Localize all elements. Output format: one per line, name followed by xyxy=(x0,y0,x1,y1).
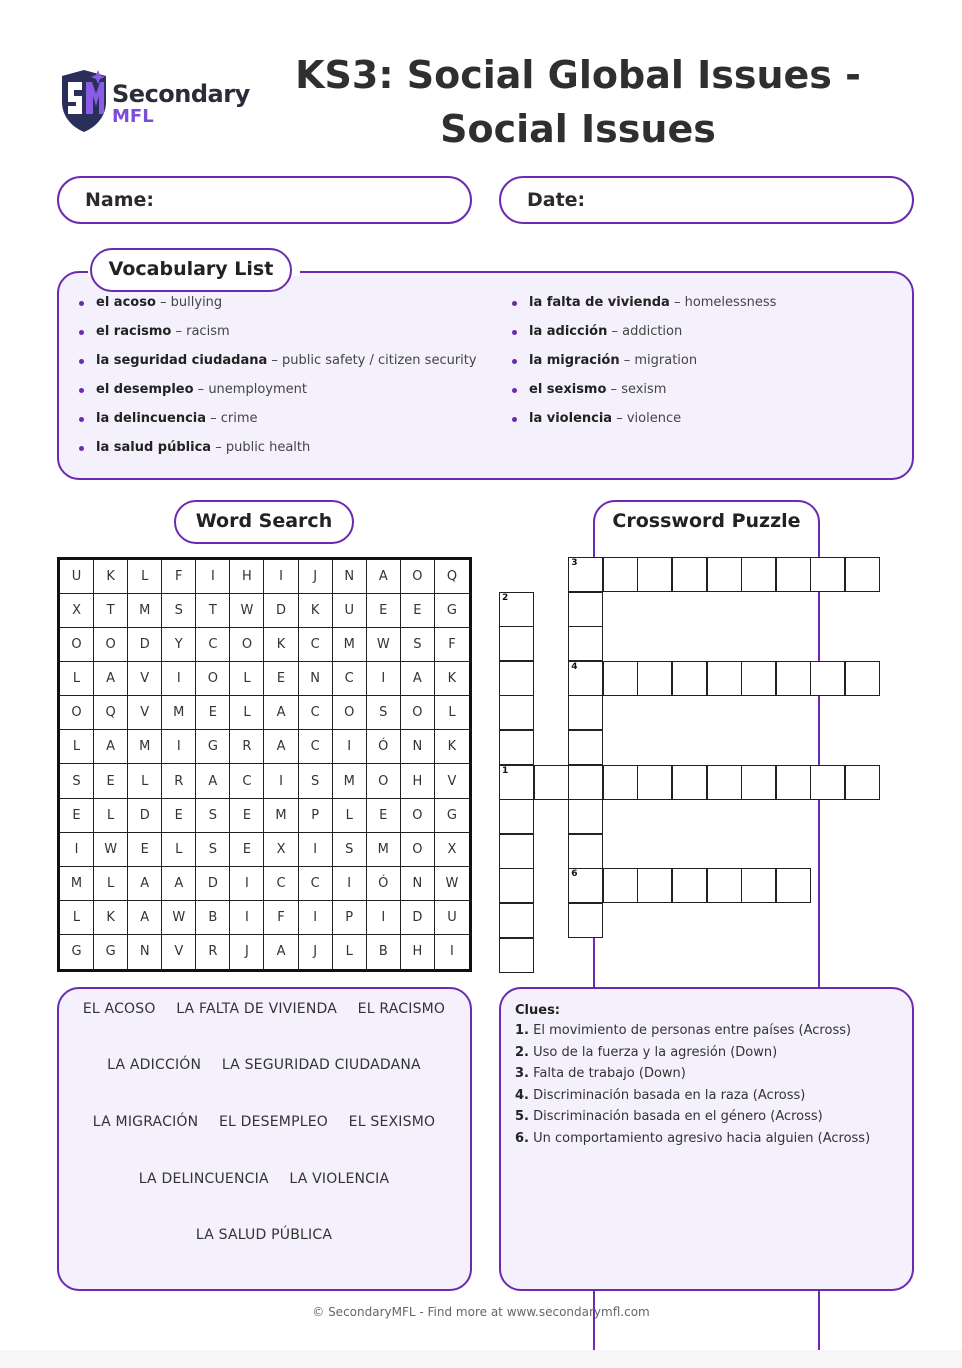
grid-cell[interactable]: R xyxy=(230,730,264,764)
grid-cell[interactable]: A xyxy=(94,730,128,764)
grid-cell[interactable]: P xyxy=(333,901,367,935)
grid-cell[interactable]: I xyxy=(60,833,94,867)
crossword-cell[interactable] xyxy=(810,557,845,592)
crossword-cell[interactable] xyxy=(707,765,742,800)
crossword-cell[interactable] xyxy=(499,938,534,973)
grid-cell[interactable]: X xyxy=(264,833,298,867)
crossword-cell[interactable] xyxy=(568,592,603,627)
name-field[interactable]: Name: xyxy=(57,176,472,224)
grid-cell[interactable]: L xyxy=(435,696,469,730)
clue-number: 4 xyxy=(571,661,578,672)
grid-cell[interactable]: M xyxy=(60,867,94,901)
grid-cell[interactable]: E xyxy=(401,594,435,628)
grid-cell[interactable]: N xyxy=(333,560,367,594)
crossword-cell[interactable] xyxy=(672,868,707,903)
crossword-cell[interactable] xyxy=(845,661,880,696)
grid-cell[interactable]: A xyxy=(264,730,298,764)
grid-cell[interactable]: I xyxy=(367,901,401,935)
grid-cell[interactable]: H xyxy=(401,764,435,798)
grid-cell[interactable]: D xyxy=(401,901,435,935)
grid-cell[interactable]: I xyxy=(299,901,333,935)
grid-cell[interactable]: N xyxy=(401,730,435,764)
grid-cell[interactable]: V xyxy=(128,662,162,696)
grid-cell[interactable]: S xyxy=(401,628,435,662)
word-item: LA ADICCIÓN xyxy=(107,1057,202,1073)
grid-cell[interactable]: L xyxy=(60,662,94,696)
word-search-grid xyxy=(57,557,472,972)
crossword-cell[interactable] xyxy=(499,661,534,696)
grid-cell[interactable]: X xyxy=(435,833,469,867)
grid-cell[interactable]: D xyxy=(196,867,230,901)
clue: 4. Discriminación basada en la raza (Across) xyxy=(515,1087,806,1103)
grid-cell[interactable]: N xyxy=(128,935,162,969)
grid-cell[interactable]: Ó xyxy=(367,867,401,901)
word-item: LA SALUD PÚBLICA xyxy=(195,1227,333,1243)
clue-number: 6 xyxy=(571,869,578,880)
vocab-list-left xyxy=(78,292,477,466)
word-item: EL SEXISMO xyxy=(348,1114,436,1130)
grid-cell[interactable]: I xyxy=(264,764,298,798)
grid-cell[interactable]: I xyxy=(450,944,454,960)
grid-cell[interactable]: I xyxy=(196,560,230,594)
crossword-cell[interactable] xyxy=(741,868,776,903)
grid-cell[interactable]: I xyxy=(162,730,196,764)
word-item: LA MIGRACIÓN xyxy=(92,1114,199,1130)
grid-cell[interactable]: O xyxy=(230,628,264,662)
crossword-cell[interactable] xyxy=(672,661,707,696)
grid-cell[interactable]: A xyxy=(128,867,162,901)
crossword-cell[interactable] xyxy=(499,592,534,627)
grid-cell[interactable]: C xyxy=(264,867,298,901)
grid-cell[interactable]: Y xyxy=(162,628,196,662)
grid-cell[interactable]: U xyxy=(333,594,367,628)
grid-cell[interactable]: O xyxy=(333,696,367,730)
crossword-cell[interactable] xyxy=(568,903,603,938)
grid-cell[interactable]: S xyxy=(162,594,196,628)
grid-cell[interactable]: K xyxy=(94,901,128,935)
grid-cell[interactable]: U xyxy=(435,901,469,935)
grid-cell[interactable]: S xyxy=(333,833,367,867)
footer: © SecondaryMFL - Find more at www.secondarymfl.com xyxy=(312,1305,650,1319)
grid-cell[interactable]: M xyxy=(128,730,162,764)
grid-cell[interactable]: I xyxy=(367,662,401,696)
grid-cell[interactable]: W xyxy=(94,833,128,867)
date-field[interactable]: Date: xyxy=(499,176,914,224)
vocab-item: la falta de vivienda – homelessness xyxy=(511,292,776,321)
crossword-cell[interactable] xyxy=(845,765,880,800)
vocab-list-right xyxy=(511,292,776,437)
grid-cell[interactable]: J xyxy=(230,935,264,969)
crossword-cell[interactable] xyxy=(568,661,603,696)
grid-cell[interactable]: G xyxy=(435,799,469,833)
clues-title: Clues: xyxy=(515,1003,561,1018)
grid-cell[interactable]: O xyxy=(94,628,128,662)
crossword-cell[interactable] xyxy=(568,765,603,800)
grid-cell[interactable]: U xyxy=(60,560,94,594)
vocab-item: la seguridad ciudadana – public safety / citizen security xyxy=(78,350,477,379)
grid-cell[interactable]: L xyxy=(230,662,264,696)
crossword-cell[interactable] xyxy=(499,799,534,834)
grid-cell[interactable]: K xyxy=(299,594,333,628)
grid-cell[interactable]: L xyxy=(230,696,264,730)
grid-cell[interactable]: G xyxy=(435,594,469,628)
crossword-cell[interactable] xyxy=(499,695,534,730)
crossword-cell[interactable] xyxy=(568,730,603,765)
grid-cell[interactable]: A xyxy=(128,901,162,935)
grid-cell[interactable]: S xyxy=(60,764,94,798)
word-row xyxy=(59,1227,469,1243)
grid-cell[interactable]: L xyxy=(333,935,367,969)
grid-cell[interactable]: E xyxy=(94,764,128,798)
crossword-cell[interactable] xyxy=(707,868,742,903)
crossword-cell[interactable] xyxy=(672,765,707,800)
grid-cell[interactable]: K xyxy=(435,662,469,696)
crossword-cell[interactable] xyxy=(603,868,638,903)
grid-cell[interactable]: M xyxy=(367,833,401,867)
crossword-cell[interactable] xyxy=(637,765,672,800)
grid-cell[interactable]: Q xyxy=(94,696,128,730)
crossword-cell[interactable] xyxy=(707,661,742,696)
grid-cell[interactable]: X xyxy=(60,594,94,628)
clue: 6. Un comportamiento agresivo hacia alguien (Across) xyxy=(515,1130,871,1146)
grid-cell[interactable]: M xyxy=(264,799,298,833)
grid-cell[interactable]: R xyxy=(196,935,230,969)
grid-cell[interactable]: I xyxy=(162,662,196,696)
grid-cell[interactable]: O xyxy=(367,764,401,798)
grid-cell[interactable]: O xyxy=(60,628,94,662)
logo-line-1: Secondary xyxy=(112,80,250,108)
word-row xyxy=(59,1057,469,1073)
crossword-cell[interactable] xyxy=(568,626,603,661)
logo-line-2: MFL xyxy=(112,106,154,127)
grid-cell[interactable]: L xyxy=(128,560,162,594)
grid-cell[interactable]: S xyxy=(196,799,230,833)
crossword-cell[interactable] xyxy=(568,557,603,592)
grid-cell[interactable]: I xyxy=(299,833,333,867)
vocab-item: la salud pública – public health xyxy=(78,437,477,466)
grid-cell[interactable]: I xyxy=(264,560,298,594)
grid-cell[interactable]: S xyxy=(196,833,230,867)
grid-cell[interactable]: E xyxy=(196,696,230,730)
grid-cell[interactable]: Ó xyxy=(367,730,401,764)
vocab-item: la migración – migration xyxy=(511,350,776,379)
crossword-cell[interactable] xyxy=(707,557,742,592)
crossword-cell[interactable] xyxy=(776,557,811,592)
grid-cell[interactable]: O xyxy=(401,560,435,594)
grid-cell[interactable]: G xyxy=(60,935,94,969)
crossword-cell[interactable] xyxy=(776,868,811,903)
grid-cell[interactable]: C xyxy=(333,662,367,696)
grid-cell[interactable]: C xyxy=(299,730,333,764)
grid-cell[interactable]: S xyxy=(299,764,333,798)
grid-cell[interactable]: A xyxy=(367,560,401,594)
word-list-panel xyxy=(57,987,472,1291)
vocab-item: el sexismo – sexism xyxy=(511,379,776,408)
grid-cell[interactable]: M xyxy=(333,764,367,798)
crossword-cell[interactable] xyxy=(499,730,534,765)
word-item: LA DELINCUENCIA xyxy=(138,1171,269,1187)
grid-cell[interactable]: O xyxy=(401,833,435,867)
crossword-cell[interactable] xyxy=(603,765,638,800)
grid-cell[interactable]: E xyxy=(367,799,401,833)
crossword-cell[interactable] xyxy=(499,765,534,800)
grid-cell[interactable]: C xyxy=(230,764,264,798)
grid-cell[interactable]: R xyxy=(162,764,196,798)
grid-cell[interactable]: D xyxy=(128,799,162,833)
grid-cell[interactable]: O xyxy=(60,696,94,730)
grid-cell[interactable]: C xyxy=(299,628,333,662)
vocab-item: la adicción – addiction xyxy=(511,321,776,350)
crossword-cell[interactable] xyxy=(568,799,603,834)
crossword-cell[interactable] xyxy=(741,557,776,592)
grid-cell[interactable]: G xyxy=(196,730,230,764)
grid-cell[interactable]: D xyxy=(264,594,298,628)
crossword-cell[interactable] xyxy=(810,765,845,800)
grid-cell[interactable]: D xyxy=(128,628,162,662)
crossword-cell[interactable] xyxy=(499,834,534,869)
grid-cell[interactable]: L xyxy=(60,901,94,935)
vocab-item: el racismo – racism xyxy=(78,321,477,350)
crossword-cell[interactable] xyxy=(534,765,569,800)
word-item: EL RACISMO xyxy=(357,1001,446,1017)
grid-cell[interactable]: M xyxy=(162,696,196,730)
grid-cell[interactable]: E xyxy=(60,799,94,833)
grid-cell[interactable]: L xyxy=(60,730,94,764)
word-row xyxy=(59,1114,469,1130)
grid-cell[interactable]: L xyxy=(94,867,128,901)
grid-cell[interactable]: S xyxy=(367,696,401,730)
vocabulary-heading: Vocabulary List xyxy=(90,248,292,292)
word-row xyxy=(59,1001,469,1017)
grid-cell[interactable]: L xyxy=(128,764,162,798)
word-item: EL ACOSO xyxy=(82,1001,156,1017)
crossword-cell[interactable] xyxy=(499,868,534,903)
grid-cell[interactable]: V xyxy=(435,764,469,798)
word-item: LA FALTA DE VIVIENDA xyxy=(176,1001,338,1017)
crossword-cell[interactable] xyxy=(637,868,672,903)
grid-cell[interactable]: I xyxy=(230,867,264,901)
clue: 5. Discriminación basada en el género (Across) xyxy=(515,1109,823,1124)
grid-cell[interactable]: T xyxy=(196,594,230,628)
grid-cell[interactable]: L xyxy=(333,799,367,833)
vocab-item: la violencia – violence xyxy=(511,408,776,437)
grid-cell[interactable]: P xyxy=(299,799,333,833)
grid-cell[interactable]: O xyxy=(401,696,435,730)
grid-cell[interactable]: K xyxy=(94,560,128,594)
grid-cell[interactable]: E xyxy=(230,799,264,833)
clue-number: 2 xyxy=(502,592,509,603)
word-item: EL DESEMPLEO xyxy=(218,1114,328,1130)
grid-cell[interactable]: J xyxy=(299,560,333,594)
grid-cell[interactable]: V xyxy=(128,696,162,730)
crossword-cell[interactable] xyxy=(603,661,638,696)
grid-cell[interactable]: H xyxy=(401,935,435,969)
grid-cell[interactable]: H xyxy=(230,560,264,594)
crossword-cell[interactable] xyxy=(568,868,603,903)
clue-number: 3 xyxy=(571,558,578,568)
crossword-cell[interactable] xyxy=(568,695,603,730)
grid-cell[interactable]: F xyxy=(162,560,196,594)
grid-cell[interactable]: B xyxy=(367,935,401,969)
grid-cell[interactable]: K xyxy=(264,628,298,662)
crossword-cell[interactable] xyxy=(637,557,672,592)
grid-cell[interactable]: A xyxy=(264,696,298,730)
grid-cell[interactable]: I xyxy=(230,901,264,935)
word-item: LA VIOLENCIA xyxy=(289,1171,390,1187)
grid-cell[interactable]: E xyxy=(128,833,162,867)
crossword-cell[interactable] xyxy=(741,765,776,800)
grid-cell[interactable]: G xyxy=(94,935,128,969)
clue: 2. Uso de la fuerza y la agresión (Down) xyxy=(515,1044,778,1060)
clue: 1. El movimiento de personas entre países (Across) xyxy=(515,1023,852,1038)
crossword-cell[interactable] xyxy=(672,557,707,592)
grid-cell[interactable]: A xyxy=(401,662,435,696)
grid-cell[interactable]: E xyxy=(367,594,401,628)
crossword-cell[interactable] xyxy=(810,661,845,696)
grid-cell[interactable]: M xyxy=(128,594,162,628)
grid-cell[interactable]: V xyxy=(162,935,196,969)
clue: 3. Falta de trabajo (Down) xyxy=(515,1066,686,1081)
grid-cell[interactable]: A xyxy=(162,867,196,901)
crossword-cell[interactable] xyxy=(845,557,880,592)
crossword-cell[interactable] xyxy=(741,661,776,696)
vocab-item: la delincuencia – crime xyxy=(78,408,477,437)
crossword-cell[interactable] xyxy=(499,903,534,938)
grid-cell[interactable]: C xyxy=(196,628,230,662)
grid-cell[interactable]: W xyxy=(435,867,469,901)
crossword-cell[interactable] xyxy=(637,661,672,696)
crossword-heading: Crossword Puzzle xyxy=(593,500,820,1368)
crossword-cell[interactable] xyxy=(776,765,811,800)
grid-cell[interactable]: Q xyxy=(435,560,469,594)
grid-cell[interactable]: T xyxy=(94,594,128,628)
grid-cell[interactable]: F xyxy=(435,628,469,662)
grid-cell[interactable]: J xyxy=(299,935,333,969)
grid-cell[interactable]: A xyxy=(196,764,230,798)
grid-cell[interactable]: I xyxy=(333,730,367,764)
grid-cell[interactable]: L xyxy=(94,799,128,833)
grid-cell[interactable]: M xyxy=(333,628,367,662)
grid-cell[interactable]: W xyxy=(162,901,196,935)
grid-cell[interactable]: W xyxy=(230,594,264,628)
clue-number: 1 xyxy=(502,765,509,776)
grid-cell[interactable]: A xyxy=(94,662,128,696)
grid-cell[interactable]: I xyxy=(333,867,367,901)
crossword-cell[interactable] xyxy=(776,661,811,696)
grid-cell[interactable]: E xyxy=(264,662,298,696)
grid-cell[interactable]: O xyxy=(401,799,435,833)
shield-logo-icon xyxy=(58,68,110,134)
logo xyxy=(58,68,248,134)
crossword-cell[interactable] xyxy=(568,834,603,869)
page-title: KS3: Social Global Issues - Social Issues xyxy=(295,53,861,151)
grid-cell[interactable]: F xyxy=(264,901,298,935)
grid-cell[interactable]: L xyxy=(162,833,196,867)
grid-cell[interactable]: A xyxy=(264,935,298,969)
word-item: LA SEGURIDAD CIUDADANA xyxy=(221,1057,421,1073)
vocab-item: el acoso – bullying xyxy=(78,292,477,321)
clues-panel xyxy=(499,987,914,1291)
grid-cell[interactable]: W xyxy=(367,628,401,662)
grid-cell[interactable]: B xyxy=(196,901,230,935)
grid-cell[interactable]: N xyxy=(401,867,435,901)
word-search-heading: Word Search xyxy=(174,500,354,544)
grid-cell[interactable]: C xyxy=(299,696,333,730)
crossword-cell[interactable] xyxy=(603,557,638,592)
grid-cell[interactable]: E xyxy=(162,799,196,833)
vocab-item: el desempleo – unemployment xyxy=(78,379,477,408)
grid-cell[interactable]: E xyxy=(230,833,264,867)
crossword-cell[interactable] xyxy=(499,626,534,661)
word-row xyxy=(59,1171,469,1187)
grid-cell[interactable]: O xyxy=(196,662,230,696)
grid-cell[interactable]: N xyxy=(299,662,333,696)
grid-cell[interactable]: K xyxy=(435,730,469,764)
grid-cell[interactable]: C xyxy=(299,867,333,901)
